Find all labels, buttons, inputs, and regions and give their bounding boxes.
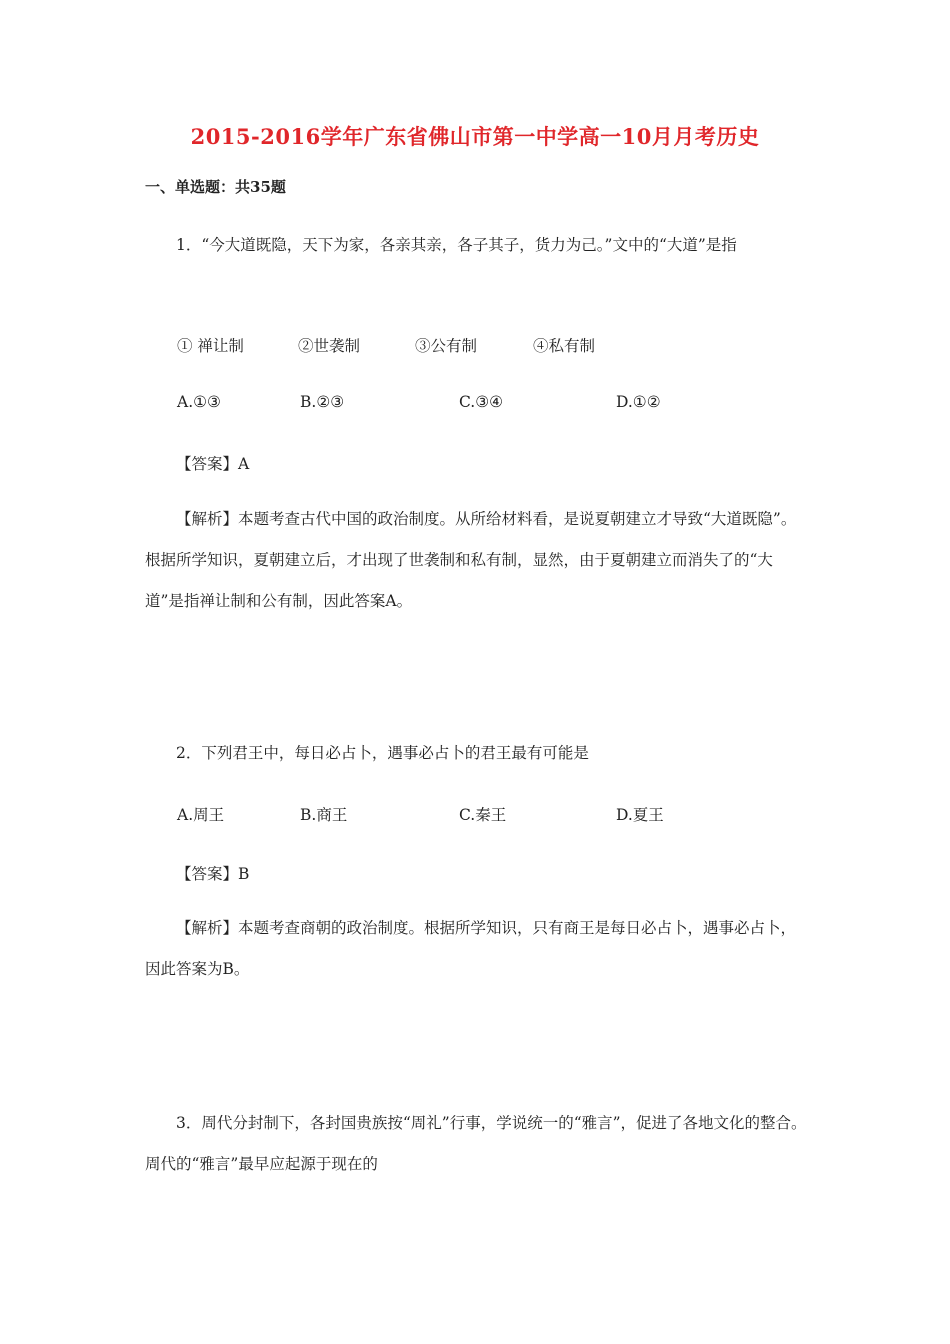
q1-analysis: 【解析】本题考查古代中国的政治制度。从所给材料看，是说夏朝建立才导致“大道既隐”。根据所学知识，夏朝建立后，才出现了世袭制和私有制，显然，由于夏朝建立而消失了的“大道”是指禅让制和公有制，因此答案A。: [145, 510, 797, 610]
q1-answer: 【答案】A: [176, 455, 250, 473]
section-heading: 一、单选题：共35题: [145, 178, 286, 196]
q2-analysis: 【解析】本题考查商朝的政治制度。根据所学知识，只有商王是每日必占卜，遇事必占卜，因此答案为B。: [145, 919, 797, 978]
q1-option-d: D.①②: [616, 393, 661, 411]
q1-option-a: A.①③: [177, 393, 221, 411]
q2-option-d: D.夏王: [616, 806, 664, 824]
q1-item-4: ④私有制: [533, 337, 596, 355]
q1-item-2: ②世袭制: [298, 337, 361, 355]
question-3-stem: 3．周代分封制下，各封国贵族按“周礼”行事，学说统一的“雅言”，促进了各地文化的整合。周代的“雅言”最早应起源于现在的: [145, 1114, 807, 1173]
question-2-stem: 2．下列君王中，每日必占卜，遇事必占卜的君王最有可能是: [176, 744, 589, 762]
q2-option-a: A.周王: [177, 806, 225, 824]
q2-option-c: C.秦王: [459, 806, 507, 824]
q2-answer: 【答案】B: [176, 865, 250, 883]
q1-item-3: ③公有制: [415, 337, 478, 355]
q2-option-b: B.商王: [300, 806, 348, 824]
document-title: 2015-2016学年广东省佛山市第一中学高一10月月考历史: [190, 124, 760, 149]
q1-option-c: C.③④: [459, 393, 504, 411]
question-1-stem: 1．“今大道既隐，天下为家，各亲其亲，各子其子，货力为己。”文中的“大道”是指: [176, 236, 737, 254]
q1-option-b: B.②③: [300, 393, 345, 411]
q1-item-1: ① 禅让制: [177, 337, 244, 355]
